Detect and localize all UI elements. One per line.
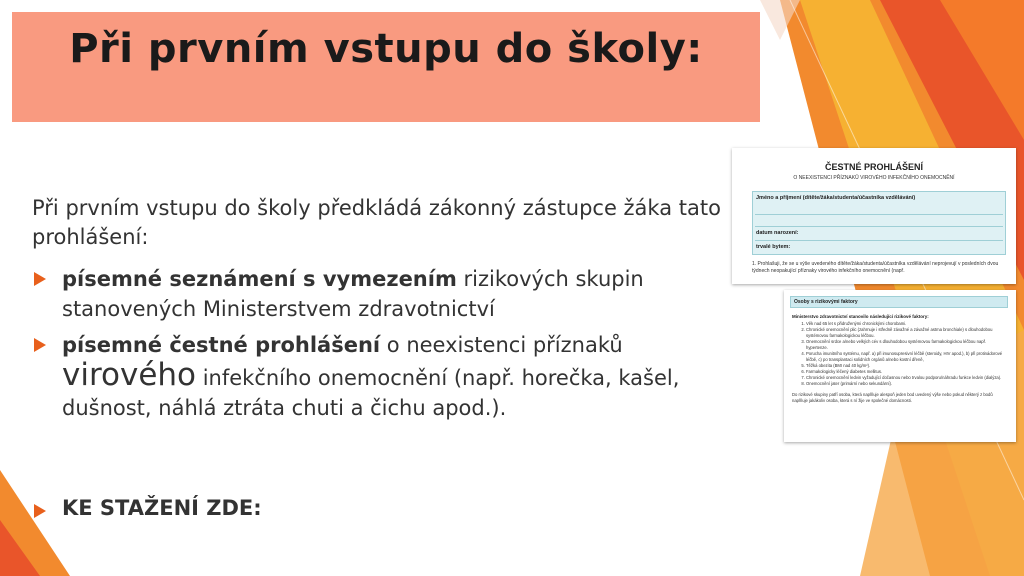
list-item: 7. Chronické onemocnění ledvin vyžadující dočasnou nebo trvalou podporu/náhradu funkce ledvin (dialýza). <box>806 375 1008 381</box>
download-text: KE STAŽENÍ ZDE: <box>62 496 262 520</box>
risk-factor-list <box>806 321 1008 387</box>
title-banner <box>12 12 760 122</box>
bullet-text: o neexistenci příznaků <box>380 333 623 357</box>
doc-intro: Ministerstvo zdravotnictví stanovilo následující rizikové faktory: <box>792 314 929 319</box>
doc-heading: ČESTNÉ PROHLÁŠENÍ <box>824 162 923 172</box>
bullet-arrow-icon <box>34 272 46 286</box>
bullet-item <box>32 330 752 423</box>
doc-header: Osoby s rizikovými faktory <box>790 296 1008 308</box>
bullet-item <box>32 264 752 324</box>
doc-paragraph: 1. Prohlašuji, že se u výše uvedeného dítěte/žáka/studenta/účastníka vzdělávání neprojevují v posledních dvou týdnech neopakující příznaky virového infekčního onemocnění (např. <box>752 261 999 274</box>
doc-field-residence: trvalé bytem: <box>756 244 791 250</box>
list-item: 5. Těžká obezita (BMI nad 40 kg/m²). <box>806 363 1008 369</box>
intro-text: Při prvním vstupu do školy předkládá zákonný zástupce žáka tato prohlášení: <box>32 196 721 249</box>
doc-subheading: O NEEXISTENCI PŘÍZNAKŮ VIROVÉHO INFEKČNÍHO ONEMOCNĚNÍ <box>793 175 955 181</box>
doc-form-line <box>755 214 1003 215</box>
slide-title: Při prvním vstupu do školy: <box>69 26 703 72</box>
bullet-bold-text: písemné seznámení s vymezením <box>62 267 457 291</box>
doc-form-line <box>755 226 1003 227</box>
bullet-arrow-icon <box>34 338 46 352</box>
risk-factors-document-preview <box>784 290 1016 442</box>
declaration-document-preview <box>732 148 1016 284</box>
list-item: 4. Porucha imunitního systému, např. a) při imunosupresivní léčbě (steroidy, HIV apod.), b) při protinádorové léčbě, c) po transplantaci solidních orgánů a/nebo kostní dřeně, <box>806 351 1008 363</box>
bullet-big-word: virového <box>62 357 197 393</box>
list-item: 6. Farmakologicky léčený diabetes mellitus. <box>806 369 1008 375</box>
bullet-bold-text: písemné čestné prohlášení <box>62 333 381 357</box>
doc-field-name: Jméno a příjmení (dítěte/žáka/studenta/účastníka vzdělávání) <box>756 195 916 201</box>
doc-form-line <box>755 240 1003 241</box>
doc-form-box <box>752 191 1006 255</box>
list-item: 8. Onemocnění jater (primární nebo sekundární). <box>806 381 1008 387</box>
list-item: 1. Věk nad 65 let s přidruženými chronickými chorobami. <box>806 321 1008 327</box>
download-label <box>32 496 262 520</box>
doc-footer: Do rizikové skupiny patří osoba, která naplňuje alespoň jeden bod uvedený výše nebo pokud některý z bodů naplňuje jakákoliv osoba, která s ní žije ve společné domácnosti. <box>792 392 993 403</box>
doc-field-birth: datum narození: <box>756 230 799 236</box>
bullet-arrow-icon <box>34 504 46 518</box>
bullet-text: rizikových skupin stanovených Ministerstvem zdravotnictví <box>62 267 644 321</box>
bullet-list <box>32 264 752 429</box>
bullet-text: infekčního onemocnění (např. horečka, kašel, dušnost, náhlá ztráta chuti a čichu apod.). <box>62 366 680 420</box>
list-item: 3. Onemocnění srdce a/nebo velkých cév s dlouhodobou systémovou farmakologickou léčbou např. hypertenze. <box>806 339 1008 351</box>
list-item: 2. Chronické onemocnění plic (zahrnuje i středně závažné a závažné astma bronchiale) s dlouhodobou systémovou farmakologickou léčbou. <box>806 327 1008 339</box>
